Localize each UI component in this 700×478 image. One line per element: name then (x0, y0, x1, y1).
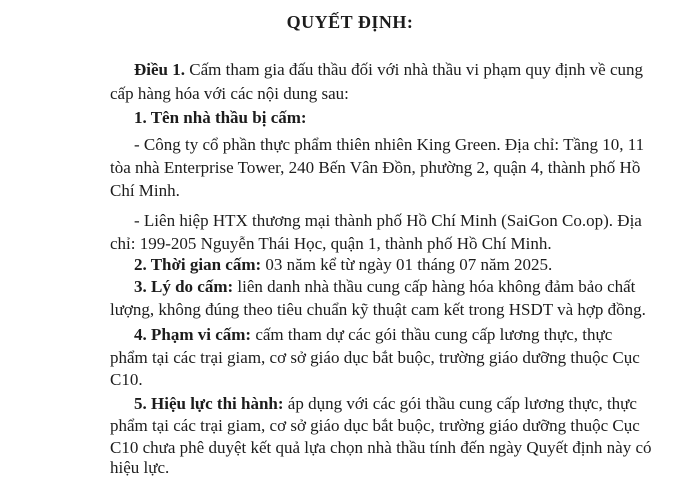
section1-item2-line2: chỉ: 199-205 Nguyễn Thái Học, quận 1, thành phố Hồ Chí Minh. (110, 234, 552, 253)
section4-line3: C10. (110, 370, 143, 389)
section5-line2: phẩm tại các trại giam, cơ sở giáo dục bắt buộc, trường giáo dưỡng thuộc Cục (110, 416, 640, 435)
section1-item1-line3: Chí Minh. (110, 181, 180, 200)
section5-label: 5. Hiệu lực thi hành: (134, 394, 284, 413)
section1-heading: 1. Tên nhà thầu bị cấm: (134, 108, 307, 127)
section4-label: 4. Phạm vi cấm: (134, 325, 252, 344)
section4-line2: phẩm tại các trại giam, cơ sở giáo dục bắt buộc, trường giáo dưỡng thuộc Cục (110, 348, 640, 367)
section2-text: 03 năm kể từ ngày 01 tháng 07 năm 2025. (261, 255, 553, 274)
section2-label: 2. Thời gian cấm: (134, 255, 262, 274)
section3-line1 (134, 277, 635, 297)
section1-item2-line1: - Liên hiệp HTX thương mại thành phố Hồ Chí Minh (SaiGon Co.op). Địa (134, 211, 642, 230)
section3-label: 3. Lý do cấm: (134, 277, 234, 296)
article1-label: Điều 1. (134, 60, 185, 79)
section5-text: áp dụng với các gói thầu cung cấp lương thực, thực (283, 394, 637, 413)
section1-item1-line2: tòa nhà Enterprise Tower, 240 Bến Vân Đồn, phường 2, quận 4, thành phố Hồ (110, 158, 641, 177)
section4-text: cấm tham dự các gói thầu cung cấp lương thực, thực (251, 325, 613, 344)
article1-line1 (134, 60, 643, 80)
section5-line3: C10 chưa phê duyệt kết quả lựa chọn nhà thầu tính đến ngày Quyết định này có (110, 438, 652, 457)
article1-line2: cấp hàng hóa với các nội dung sau: (110, 84, 349, 103)
section1-item1-line1: - Công ty cổ phần thực phẩm thiên nhiên King Green. Địa chỉ: Tầng 10, 11 (134, 135, 645, 154)
article1-text: Cấm tham gia đấu thầu đối với nhà thầu vi phạm quy định về cung (185, 60, 643, 79)
section4-line1 (134, 325, 612, 345)
section3-text: liên danh nhà thầu cung cấp hàng hóa không đảm bảo chất (233, 277, 636, 296)
document-title: QUYẾT ĐỊNH: (286, 12, 414, 32)
section3-line2: lượng, không đúng theo tiêu chuẩn kỹ thuật cam kết trong HSDT và hợp đồng. (110, 300, 646, 319)
section5-line4: hiệu lực. (110, 458, 170, 477)
section2-line (134, 255, 552, 275)
section5-line1 (134, 394, 637, 414)
